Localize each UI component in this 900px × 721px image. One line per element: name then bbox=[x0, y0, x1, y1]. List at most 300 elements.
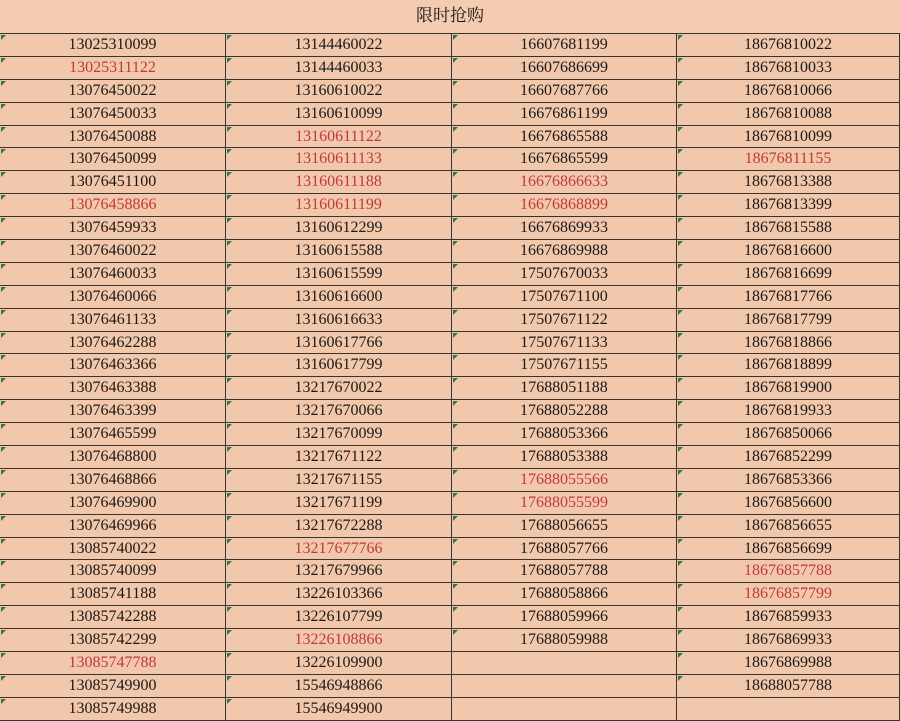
number-cell bbox=[452, 400, 677, 423]
number-cell bbox=[0, 698, 226, 721]
phone-number: 13085741188 bbox=[68, 585, 157, 603]
phone-number: 13160615599 bbox=[294, 264, 383, 282]
cell-marker-icon bbox=[678, 355, 683, 360]
phone-number: 13025311122 bbox=[69, 58, 156, 76]
number-cell bbox=[677, 629, 900, 652]
cell-marker-icon bbox=[227, 172, 232, 177]
number-cell bbox=[677, 698, 900, 721]
phone-number: 17688056655 bbox=[520, 516, 608, 534]
number-cell bbox=[0, 492, 226, 515]
cell-marker-icon bbox=[1, 493, 6, 498]
number-grid bbox=[0, 34, 900, 721]
number-cell bbox=[452, 263, 677, 286]
number-cell bbox=[677, 377, 900, 400]
phone-number: 13226109900 bbox=[294, 654, 383, 672]
phone-number: 17688055566 bbox=[520, 470, 608, 488]
phone-number: 18676816699 bbox=[744, 264, 832, 282]
cell-marker-icon bbox=[1, 401, 6, 406]
number-cell bbox=[452, 560, 677, 583]
phone-number: 16676869933 bbox=[520, 219, 608, 237]
phone-number: 17507671155 bbox=[520, 356, 608, 374]
number-cell bbox=[0, 148, 226, 171]
cell-marker-icon bbox=[1, 561, 6, 566]
cell-marker-icon bbox=[1, 104, 6, 109]
phone-number: 17688059988 bbox=[520, 631, 608, 649]
phone-number: 17688058866 bbox=[520, 585, 608, 603]
cell-marker-icon bbox=[678, 561, 683, 566]
phone-number: 18676869988 bbox=[744, 654, 832, 672]
cell-marker-icon bbox=[227, 333, 232, 338]
phone-number: 18676857799 bbox=[744, 585, 832, 603]
phone-number: 13076450022 bbox=[68, 81, 157, 99]
number-cell bbox=[452, 675, 677, 698]
number-cell bbox=[452, 57, 677, 80]
number-cell bbox=[226, 217, 452, 240]
cell-marker-icon bbox=[227, 195, 232, 200]
phone-number: 13217671155 bbox=[294, 470, 383, 488]
phone-number: 18676818899 bbox=[744, 356, 832, 374]
number-cell bbox=[226, 34, 452, 57]
cell-marker-icon bbox=[1, 58, 6, 63]
cell-marker-icon bbox=[678, 287, 683, 292]
number-cell bbox=[226, 57, 452, 80]
number-cell bbox=[677, 80, 900, 103]
cell-marker-icon bbox=[227, 378, 232, 383]
cell-marker-icon bbox=[453, 355, 458, 360]
number-cell bbox=[0, 354, 226, 377]
phone-number: 13076469966 bbox=[68, 516, 157, 534]
phone-number: 13076463399 bbox=[68, 402, 157, 420]
cell-marker-icon bbox=[1, 653, 6, 658]
number-cell bbox=[226, 492, 452, 515]
cell-marker-icon bbox=[1, 607, 6, 612]
number-cell bbox=[226, 583, 452, 606]
cell-marker-icon bbox=[1, 218, 6, 223]
phone-number: 17507671100 bbox=[520, 287, 608, 305]
phone-number: 18676819900 bbox=[744, 379, 832, 397]
cell-marker-icon bbox=[227, 676, 232, 681]
number-cell bbox=[226, 538, 452, 561]
phone-number: 16607681199 bbox=[520, 36, 608, 53]
number-cell bbox=[677, 560, 900, 583]
phone-number: 13076468800 bbox=[68, 448, 157, 466]
cell-marker-icon bbox=[227, 355, 232, 360]
cell-marker-icon bbox=[678, 539, 683, 544]
number-cell bbox=[677, 400, 900, 423]
phone-number: 17688051188 bbox=[520, 379, 608, 397]
cell-marker-icon bbox=[1, 149, 6, 154]
number-cell bbox=[0, 194, 226, 217]
number-cell bbox=[0, 606, 226, 629]
cell-marker-icon bbox=[453, 104, 458, 109]
cell-marker-icon bbox=[453, 584, 458, 589]
number-cell bbox=[677, 57, 900, 80]
cell-marker-icon bbox=[1, 195, 6, 200]
cell-marker-icon bbox=[1, 172, 6, 177]
cell-marker-icon bbox=[678, 378, 683, 383]
phone-number: 18676856655 bbox=[744, 516, 832, 534]
phone-number: 13076462288 bbox=[68, 333, 157, 351]
number-cell bbox=[0, 103, 226, 126]
phone-number: 18676810022 bbox=[744, 36, 832, 53]
cell-marker-icon bbox=[1, 287, 6, 292]
phone-number: 13160611199 bbox=[295, 196, 382, 214]
cell-marker-icon bbox=[678, 333, 683, 338]
number-cell bbox=[452, 217, 677, 240]
cell-marker-icon bbox=[453, 493, 458, 498]
cell-marker-icon bbox=[227, 424, 232, 429]
cell-marker-icon bbox=[453, 218, 458, 223]
phone-number: 17688053388 bbox=[520, 448, 608, 466]
phone-number: 13085742299 bbox=[68, 631, 157, 649]
phone-number: 18676815588 bbox=[744, 219, 832, 237]
cell-marker-icon bbox=[678, 584, 683, 589]
phone-number: 13076463366 bbox=[68, 356, 157, 374]
number-cell bbox=[0, 240, 226, 263]
cell-marker-icon bbox=[1, 264, 6, 269]
number-cell bbox=[452, 240, 677, 263]
phone-number: 18676819933 bbox=[744, 402, 832, 420]
number-cell bbox=[226, 148, 452, 171]
phone-number: 13160616633 bbox=[294, 310, 383, 328]
number-cell bbox=[0, 629, 226, 652]
phone-number: 13076461133 bbox=[68, 310, 157, 328]
cell-marker-icon bbox=[678, 516, 683, 521]
cell-marker-icon bbox=[227, 516, 232, 521]
number-cell bbox=[226, 80, 452, 103]
number-cell bbox=[0, 538, 226, 561]
number-cell bbox=[452, 126, 677, 149]
cell-marker-icon bbox=[227, 241, 232, 246]
number-cell bbox=[226, 354, 452, 377]
phone-number: 13160616600 bbox=[294, 287, 383, 305]
phone-number: 18676810066 bbox=[744, 81, 832, 99]
phone-number: 17688052288 bbox=[520, 402, 608, 420]
cell-marker-icon bbox=[453, 172, 458, 177]
cell-marker-icon bbox=[227, 607, 232, 612]
cell-marker-icon bbox=[227, 264, 232, 269]
phone-number: 17507671133 bbox=[520, 333, 608, 351]
cell-marker-icon bbox=[1, 81, 6, 86]
cell-marker-icon bbox=[227, 310, 232, 315]
phone-number: 13076460066 bbox=[68, 287, 157, 305]
cell-marker-icon bbox=[453, 241, 458, 246]
phone-number: 13217670066 bbox=[294, 402, 383, 420]
cell-marker-icon bbox=[1, 447, 6, 452]
number-cell bbox=[0, 80, 226, 103]
number-cell bbox=[452, 583, 677, 606]
phone-number: 17688057766 bbox=[520, 539, 608, 557]
phone-number: 13085749988 bbox=[68, 699, 157, 717]
phone-number: 13226103366 bbox=[294, 585, 383, 603]
number-cell bbox=[452, 515, 677, 538]
phone-number: 13085742288 bbox=[68, 608, 157, 626]
phone-number: 18676813399 bbox=[744, 196, 832, 214]
number-cell bbox=[452, 354, 677, 377]
cell-marker-icon bbox=[453, 127, 458, 132]
number-cell bbox=[0, 400, 226, 423]
number-cell bbox=[677, 606, 900, 629]
cell-marker-icon bbox=[453, 607, 458, 612]
number-cell bbox=[677, 286, 900, 309]
phone-number: 13217670099 bbox=[294, 425, 383, 443]
cell-marker-icon bbox=[227, 539, 232, 544]
cell-marker-icon bbox=[1, 35, 6, 40]
number-cell bbox=[0, 34, 226, 57]
phone-number: 13217672288 bbox=[294, 516, 383, 534]
number-cell bbox=[677, 583, 900, 606]
number-cell bbox=[452, 698, 677, 721]
number-cell bbox=[226, 309, 452, 332]
cell-marker-icon bbox=[1, 539, 6, 544]
cell-marker-icon bbox=[1, 584, 6, 589]
phone-number: 18676853366 bbox=[744, 470, 832, 488]
cell-marker-icon bbox=[678, 58, 683, 63]
number-cell bbox=[0, 583, 226, 606]
phone-number: 13226107799 bbox=[294, 608, 383, 626]
phone-number: 13160610099 bbox=[294, 104, 383, 122]
number-cell bbox=[452, 538, 677, 561]
cell-marker-icon bbox=[678, 401, 683, 406]
phone-number: 18676818866 bbox=[744, 333, 832, 351]
phone-number: 13217670022 bbox=[294, 379, 383, 397]
phone-number: 13226108866 bbox=[294, 631, 383, 649]
phone-number: 16676861199 bbox=[520, 104, 608, 122]
number-cell bbox=[677, 148, 900, 171]
phone-number: 17688057788 bbox=[520, 562, 608, 580]
number-cell bbox=[226, 560, 452, 583]
phone-number: 18676852299 bbox=[744, 448, 832, 466]
number-cell bbox=[226, 469, 452, 492]
number-cell bbox=[677, 492, 900, 515]
phone-number: 13076451100 bbox=[68, 173, 157, 191]
phone-number: 16676868899 bbox=[520, 196, 608, 214]
number-cell bbox=[0, 652, 226, 675]
number-cell bbox=[0, 446, 226, 469]
number-cell bbox=[677, 240, 900, 263]
cell-marker-icon bbox=[678, 241, 683, 246]
cell-marker-icon bbox=[453, 81, 458, 86]
phone-number: 13217677766 bbox=[294, 539, 383, 557]
phone-number: 13085747788 bbox=[68, 654, 157, 672]
cell-marker-icon bbox=[678, 630, 683, 635]
cell-marker-icon bbox=[453, 539, 458, 544]
cell-marker-icon bbox=[1, 699, 6, 704]
phone-number: 13160617799 bbox=[294, 356, 383, 374]
cell-marker-icon bbox=[678, 218, 683, 223]
phone-number: 13076463388 bbox=[68, 379, 157, 397]
number-cell bbox=[0, 309, 226, 332]
cell-marker-icon bbox=[1, 355, 6, 360]
cell-marker-icon bbox=[678, 424, 683, 429]
phone-number: 13160611122 bbox=[295, 127, 382, 145]
number-cell bbox=[452, 423, 677, 446]
phone-number: 13076459933 bbox=[68, 219, 157, 237]
number-cell bbox=[226, 240, 452, 263]
phone-number: 17507670033 bbox=[520, 264, 608, 282]
phone-number: 18676816600 bbox=[744, 242, 832, 260]
number-cell bbox=[452, 103, 677, 126]
number-cell bbox=[0, 469, 226, 492]
cell-marker-icon bbox=[453, 333, 458, 338]
phone-number: 17688059966 bbox=[520, 608, 608, 626]
phone-number: 17507671122 bbox=[520, 310, 608, 328]
cell-marker-icon bbox=[678, 653, 683, 658]
cell-marker-icon bbox=[678, 127, 683, 132]
cell-marker-icon bbox=[1, 241, 6, 246]
phone-number: 13144460033 bbox=[294, 58, 383, 76]
cell-marker-icon bbox=[453, 195, 458, 200]
cell-marker-icon bbox=[678, 493, 683, 498]
cell-marker-icon bbox=[678, 172, 683, 177]
cell-marker-icon bbox=[227, 630, 232, 635]
cell-marker-icon bbox=[453, 401, 458, 406]
number-cell bbox=[226, 171, 452, 194]
cell-marker-icon bbox=[678, 607, 683, 612]
cell-marker-icon bbox=[1, 310, 6, 315]
cell-marker-icon bbox=[678, 195, 683, 200]
phone-number: 18676810099 bbox=[744, 127, 832, 145]
cell-marker-icon bbox=[453, 35, 458, 40]
phone-number: 13076450099 bbox=[68, 150, 157, 168]
phone-number: 13085740099 bbox=[68, 562, 157, 580]
cell-marker-icon bbox=[453, 264, 458, 269]
number-cell bbox=[452, 194, 677, 217]
phone-number: 13160615588 bbox=[294, 242, 383, 260]
number-cell bbox=[226, 126, 452, 149]
phone-number: 18676811155 bbox=[744, 150, 832, 168]
phone-number: 17688053366 bbox=[520, 425, 608, 443]
number-cell bbox=[452, 34, 677, 57]
phone-number: 13076465599 bbox=[68, 425, 157, 443]
phone-number: 13085740022 bbox=[68, 539, 157, 557]
phone-number: 16676865588 bbox=[520, 127, 608, 145]
number-cell bbox=[452, 286, 677, 309]
phone-number: 18676813388 bbox=[744, 173, 832, 191]
phone-number: 18676817766 bbox=[744, 287, 832, 305]
cell-marker-icon bbox=[227, 127, 232, 132]
phone-number: 13076450033 bbox=[68, 104, 157, 122]
cell-marker-icon bbox=[1, 470, 6, 475]
number-cell bbox=[0, 675, 226, 698]
number-cell bbox=[677, 217, 900, 240]
cell-marker-icon bbox=[227, 104, 232, 109]
sheet-title: 限时抢购 bbox=[0, 0, 900, 34]
cell-marker-icon bbox=[678, 104, 683, 109]
cell-marker-icon bbox=[678, 35, 683, 40]
cell-marker-icon bbox=[227, 58, 232, 63]
cell-marker-icon bbox=[227, 561, 232, 566]
phone-number: 13217671199 bbox=[294, 493, 383, 511]
number-cell bbox=[677, 354, 900, 377]
cell-marker-icon bbox=[453, 561, 458, 566]
phone-number: 13076460022 bbox=[68, 242, 157, 260]
number-cell bbox=[677, 103, 900, 126]
cell-marker-icon bbox=[227, 149, 232, 154]
phone-number: 18676869933 bbox=[744, 631, 832, 649]
cell-marker-icon bbox=[453, 310, 458, 315]
number-cell bbox=[677, 675, 900, 698]
phone-number: 18676856600 bbox=[744, 493, 832, 511]
phone-number: 13160612299 bbox=[294, 219, 383, 237]
number-cell bbox=[0, 217, 226, 240]
number-cell bbox=[677, 469, 900, 492]
phone-number: 13076469900 bbox=[68, 493, 157, 511]
cell-marker-icon bbox=[453, 149, 458, 154]
phone-number: 13217679966 bbox=[294, 562, 383, 580]
cell-marker-icon bbox=[453, 378, 458, 383]
number-cell bbox=[452, 332, 677, 355]
number-cell bbox=[226, 377, 452, 400]
phone-number: 13160617766 bbox=[294, 333, 383, 351]
number-cell bbox=[0, 560, 226, 583]
phone-number: 18676810088 bbox=[744, 104, 832, 122]
phone-number: 16676865599 bbox=[520, 150, 608, 168]
cell-marker-icon bbox=[453, 447, 458, 452]
number-cell bbox=[452, 492, 677, 515]
number-cell bbox=[677, 194, 900, 217]
cell-marker-icon bbox=[453, 424, 458, 429]
phone-number: 13076468866 bbox=[68, 470, 157, 488]
phone-number: 13160610022 bbox=[294, 81, 383, 99]
phone-number: 16607686699 bbox=[520, 58, 608, 76]
cell-marker-icon bbox=[678, 676, 683, 681]
phone-number: 17688055599 bbox=[520, 493, 608, 511]
cell-marker-icon bbox=[1, 676, 6, 681]
number-cell bbox=[226, 675, 452, 698]
phone-number: 13085749900 bbox=[68, 676, 157, 694]
number-cell bbox=[0, 377, 226, 400]
cell-marker-icon bbox=[227, 653, 232, 658]
phone-number: 18676857788 bbox=[744, 562, 832, 580]
number-cell bbox=[226, 515, 452, 538]
phone-number: 18676859933 bbox=[744, 608, 832, 626]
phone-number: 18676856699 bbox=[744, 539, 832, 557]
number-cell bbox=[226, 606, 452, 629]
number-cell bbox=[677, 538, 900, 561]
number-cell bbox=[452, 606, 677, 629]
phone-number: 18688057788 bbox=[744, 676, 832, 694]
cell-marker-icon bbox=[227, 470, 232, 475]
number-cell bbox=[677, 126, 900, 149]
number-cell bbox=[677, 515, 900, 538]
cell-marker-icon bbox=[678, 149, 683, 154]
number-cell bbox=[677, 34, 900, 57]
number-cell bbox=[452, 629, 677, 652]
number-cell bbox=[677, 309, 900, 332]
cell-marker-icon bbox=[453, 516, 458, 521]
phone-number: 13025310099 bbox=[68, 36, 157, 53]
cell-marker-icon bbox=[227, 401, 232, 406]
cell-marker-icon bbox=[1, 516, 6, 521]
number-cell bbox=[677, 263, 900, 286]
number-cell bbox=[677, 652, 900, 675]
number-cell bbox=[452, 377, 677, 400]
cell-marker-icon bbox=[227, 493, 232, 498]
number-cell bbox=[226, 263, 452, 286]
cell-marker-icon bbox=[453, 630, 458, 635]
phone-number: 18676817799 bbox=[744, 310, 832, 328]
cell-marker-icon bbox=[678, 81, 683, 86]
phone-number: 15546948866 bbox=[294, 676, 383, 694]
number-cell bbox=[452, 446, 677, 469]
number-cell bbox=[0, 286, 226, 309]
number-cell bbox=[226, 629, 452, 652]
number-cell bbox=[226, 446, 452, 469]
number-cell bbox=[226, 652, 452, 675]
cell-marker-icon bbox=[227, 35, 232, 40]
cell-marker-icon bbox=[678, 447, 683, 452]
